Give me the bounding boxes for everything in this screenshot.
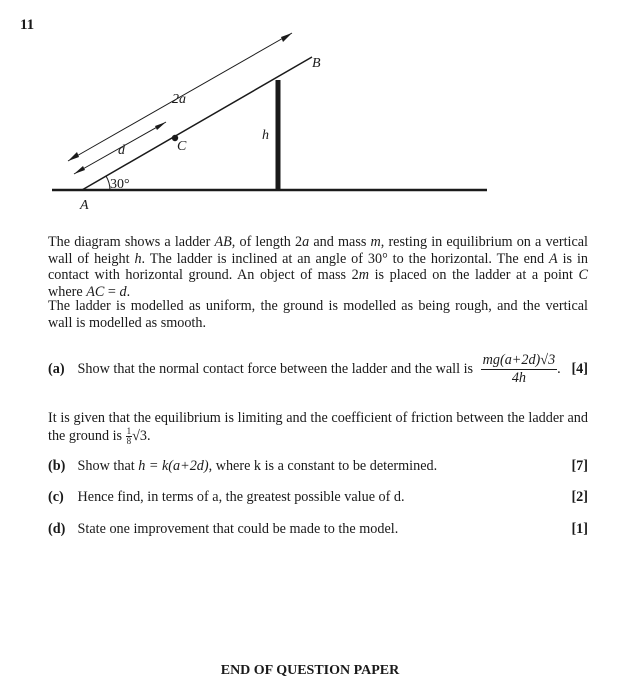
part-b: (b) Show that h = k(a+2d), where k is a constant to be determined. [7]: [48, 458, 588, 474]
part-c-label: (c): [48, 489, 64, 505]
part-b-marks: [7]: [571, 458, 588, 474]
angle-label: 30°: [110, 177, 130, 192]
arrow-d-head-start: [74, 166, 85, 174]
label-c: C: [177, 139, 187, 154]
part-a-frac-den: 4h: [511, 370, 526, 386]
part-a-fraction: [481, 352, 558, 387]
ladder-diagram: [0, 0, 620, 220]
part-d-marks: [1]: [571, 521, 588, 537]
label-2a: 2a: [172, 92, 186, 107]
part-a-label: (a): [48, 360, 65, 377]
arrow-2a-head-start: [68, 152, 79, 161]
part-d-text: State one improvement that could be made to the model.: [77, 521, 399, 537]
part-c-marks: [2]: [571, 489, 588, 505]
label-d: d: [118, 143, 125, 158]
part-c: [48, 489, 588, 506]
model-paragraph: The ladder is modelled as uniform, the ground is modelled as being rough, and the vertical wall is modelled as smooth.: [48, 298, 588, 331]
part-a: (a) Show that the normal contact force between the ladder and the wall is $\frac{mg(a+2d)√3}{4h}$ . [4]: [48, 352, 588, 386]
limiting-paragraph: It is given that the equilibrium is limiting and the coefficient of friction between the ladder and the ground is $\frac{1}{8}√3$.: [48, 410, 588, 446]
part-d-label: (d): [48, 521, 66, 537]
label-a: A: [80, 198, 89, 213]
question-number: 11: [20, 17, 35, 33]
part-a-frac-num: mg(a+2d)√3: [482, 352, 556, 368]
part-a-marks: [4]: [571, 361, 588, 377]
intro-paragraph: The diagram shows a ladder AB, of length 2a and mass m, resting in equilibrium on a vertical wall of height h. The ladder is inclined at an angle of 30° to the horizontal. The end A is in contact with horizontal ground. An object of mass 2m is placed on the ladder at a point C where AC = d.: [48, 234, 589, 300]
label-b: B: [312, 56, 321, 71]
part-a-text: Show that the normal contact force between the ladder and the wall is: [77, 360, 474, 377]
arrow-2a-head-end: [281, 33, 292, 42]
coef-fraction: $\frac{1}{8}$: [126, 425, 132, 446]
label-h: h: [262, 128, 269, 143]
end-of-paper: END OF QUESTION PAPER: [220, 663, 400, 678]
part-c-text: Hence find, in terms of a, the greatest possible value of d.: [77, 489, 405, 505]
arrow-d-head-end: [155, 122, 166, 130]
part-b-label: (b): [48, 458, 66, 474]
part-d: [48, 521, 588, 538]
